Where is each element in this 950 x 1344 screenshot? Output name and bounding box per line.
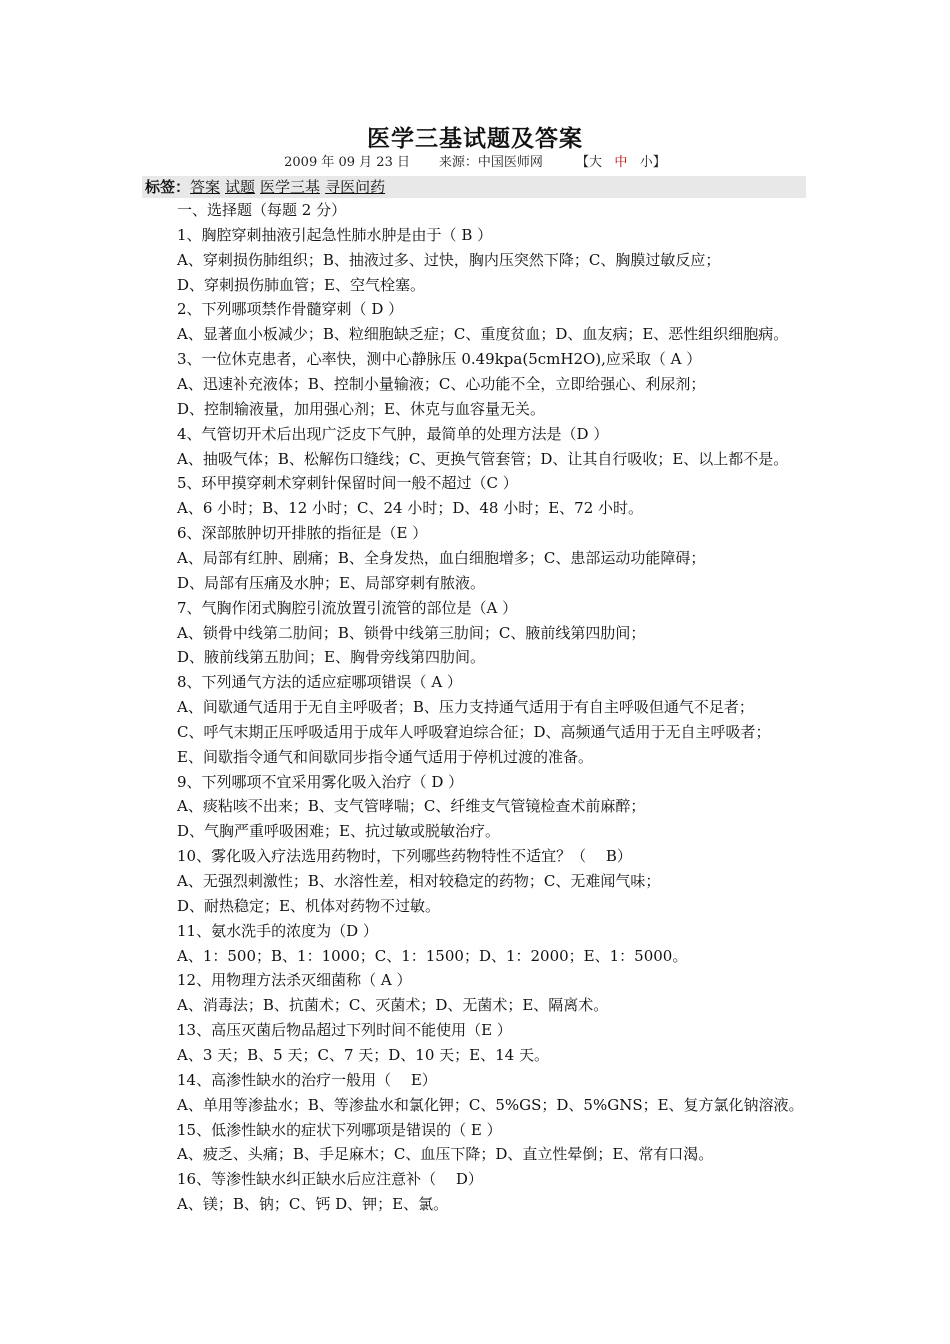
answer-options: D、耐热稳定；E、机体对药物不过敏。: [177, 896, 440, 915]
answer-options: A、穿刺损伤肺组织；B、抽液过多、过快，胸内压突然下降；C、胸膜过敏反应；: [177, 250, 721, 269]
question-text: 5、环甲摸穿刺术穿刺针保留时间一般不超过（C ）: [177, 474, 518, 493]
question-text: 12、用物理方法杀灭细菌称（ A ）: [177, 971, 412, 990]
answer-options: A、锁骨中线第二肋间；B、锁骨中线第三肋间；C、腋前线第四肋间；: [177, 623, 646, 642]
question-text: 16、等渗性缺水纠正缺水后应注意补（ D）: [177, 1170, 483, 1189]
font-size-medium-link[interactable]: 中: [614, 155, 628, 170]
answer-options: C、呼气末期正压呼吸适用于成年人呼吸窘迫综合征；D、高频通气适用于无自主呼吸者；: [177, 722, 771, 741]
question-text: 10、雾化吸入疗法选用药物时，下列哪些药物特性不适宜？（ B）: [177, 847, 632, 866]
answer-options: A、1：500；B、1：1000；C、1：1500；D、1：2000；E、1：5000。: [177, 946, 688, 965]
tag-link-medical-basics[interactable]: 医学三基: [260, 178, 321, 196]
answer-options: A、镁；B、钠；C、钙 D、钾；E、氯。: [177, 1195, 449, 1213]
question-text: 14、高渗性缺水的治疗一般用（ E）: [177, 1070, 437, 1089]
font-size-small-link[interactable]: 小】: [639, 155, 666, 170]
answer-options: D、控制输液量，加用强心剂；E、休克与血容量无关。: [177, 399, 545, 418]
answer-options: A、局部有红肿、剧痛；B、全身发热，血白细胞增多；C、患部运动功能障碍；: [177, 548, 706, 567]
answer-options: A、迅速补充液体；B、控制小量输液；C、心功能不全，立即给强心、利尿剂；: [177, 375, 706, 393]
answer-options: A、疲乏、头痛；B、手足麻木；C、血压下降；D、直立性晕倒；E、常有口渴。: [177, 1145, 714, 1164]
tag-link-answer[interactable]: 答案: [190, 178, 221, 196]
question-text: 2、下列哪项禁作骨髓穿刺（ D ）: [177, 300, 404, 319]
answer-options: E、间歇指令通气和间歇同步指令通气适用于停机过渡的准备。: [177, 747, 593, 766]
answer-options: A、3 天；B、5 天；C、7 天；D、10 天；E、14 天。: [177, 1045, 549, 1064]
question-text: 15、低渗性缺水的症状下列哪项是错误的（ E ）: [177, 1120, 502, 1139]
tag-link-seek-doctor[interactable]: 寻医问药: [325, 178, 386, 196]
answer-options: A、间歇通气适用于无自主呼吸者；B、压力支持通气适用于有自主呼吸但通气不足者；: [177, 698, 754, 716]
question-text: 6、深部脓肿切开排脓的指征是（E ）: [177, 524, 428, 543]
question-text: 3、一位休克患者，心率快，测中心静脉压 0.49kpa(5cmH2O),应采取（ A ）: [177, 350, 702, 369]
question-text: 7、气胸作闭式胸腔引流放置引流管的部位是（A ）: [177, 598, 518, 617]
answer-options: A、无强烈刺激性；B、水溶性差，相对较稳定的药物；C、无难闻气味；: [177, 872, 661, 890]
answer-options: D、气胸严重呼吸困难；E、抗过敏或脱敏治疗。: [177, 822, 500, 841]
question-text: 9、下列哪项不宜采用雾化吸入治疗（ D ）: [177, 772, 464, 791]
answer-options: A、痰粘咳不出来；B、支气管哮喘；C、纤维支气管镜检查术前麻醉；: [177, 797, 646, 816]
question-text: 11、氨水洗手的浓度为（D ）: [177, 921, 378, 940]
answer-options: D、局部有压痛及水肿；E、局部穿刺有脓液。: [177, 573, 485, 592]
answer-options: D、穿刺损伤肺血管；E、空气栓塞。: [177, 275, 425, 294]
question-text: 1、胸腔穿刺抽液引起急性肺水肿是由于（ B ）: [177, 225, 493, 244]
answer-options: A、6 小时；B、12 小时；C、24 小时；D、48 小时；E、72 小时。: [177, 499, 644, 518]
publish-date: 2009 年 09 月 23 日: [284, 155, 410, 170]
answer-options: A、消毒法；B、抗菌术；C、灭菌术；D、无菌术；E、隔离术。: [177, 996, 609, 1015]
tag-bar: [142, 176, 806, 198]
answer-options: D、腋前线第五肋间；E、胸骨旁线第四肋间。: [177, 648, 485, 667]
font-size-large-link[interactable]: 【大: [576, 155, 603, 170]
question-text: 13、高压灭菌后物品超过下列时间不能使用（E ）: [177, 1021, 512, 1040]
answer-options: A、抽吸气体；B、松解伤口缝线；C、更换气管套管；D、让其自行吸收；E、以上都不是。: [177, 449, 789, 468]
question-text: 4、气管切开术后出现广泛皮下气肿，最简单的处理方法是（D ）: [177, 424, 609, 443]
tag-label: 标签：: [145, 178, 191, 196]
answer-options: A、单用等渗盐水；B、等渗盐水和氯化钾；C、5%GS；D、5%GNS；E、复方氯化钠溶液。: [177, 1095, 804, 1114]
section-heading: 一、选择题（每题 2 分）: [177, 201, 347, 219]
question-text: 8、下列通气方法的适应症哪项错误（ A ）: [177, 673, 462, 692]
article-meta: [0, 151, 950, 170]
tag-link-exam[interactable]: 试题: [225, 178, 256, 196]
answer-options: A、显著血小板减少；B、粒细胞缺乏症；C、重度贫血；D、血友病；E、恶性组织细胞病。: [177, 325, 789, 344]
source-label: 来源：中国医师网: [438, 155, 543, 170]
page-title: 医学三基试题及答案: [367, 125, 583, 152]
